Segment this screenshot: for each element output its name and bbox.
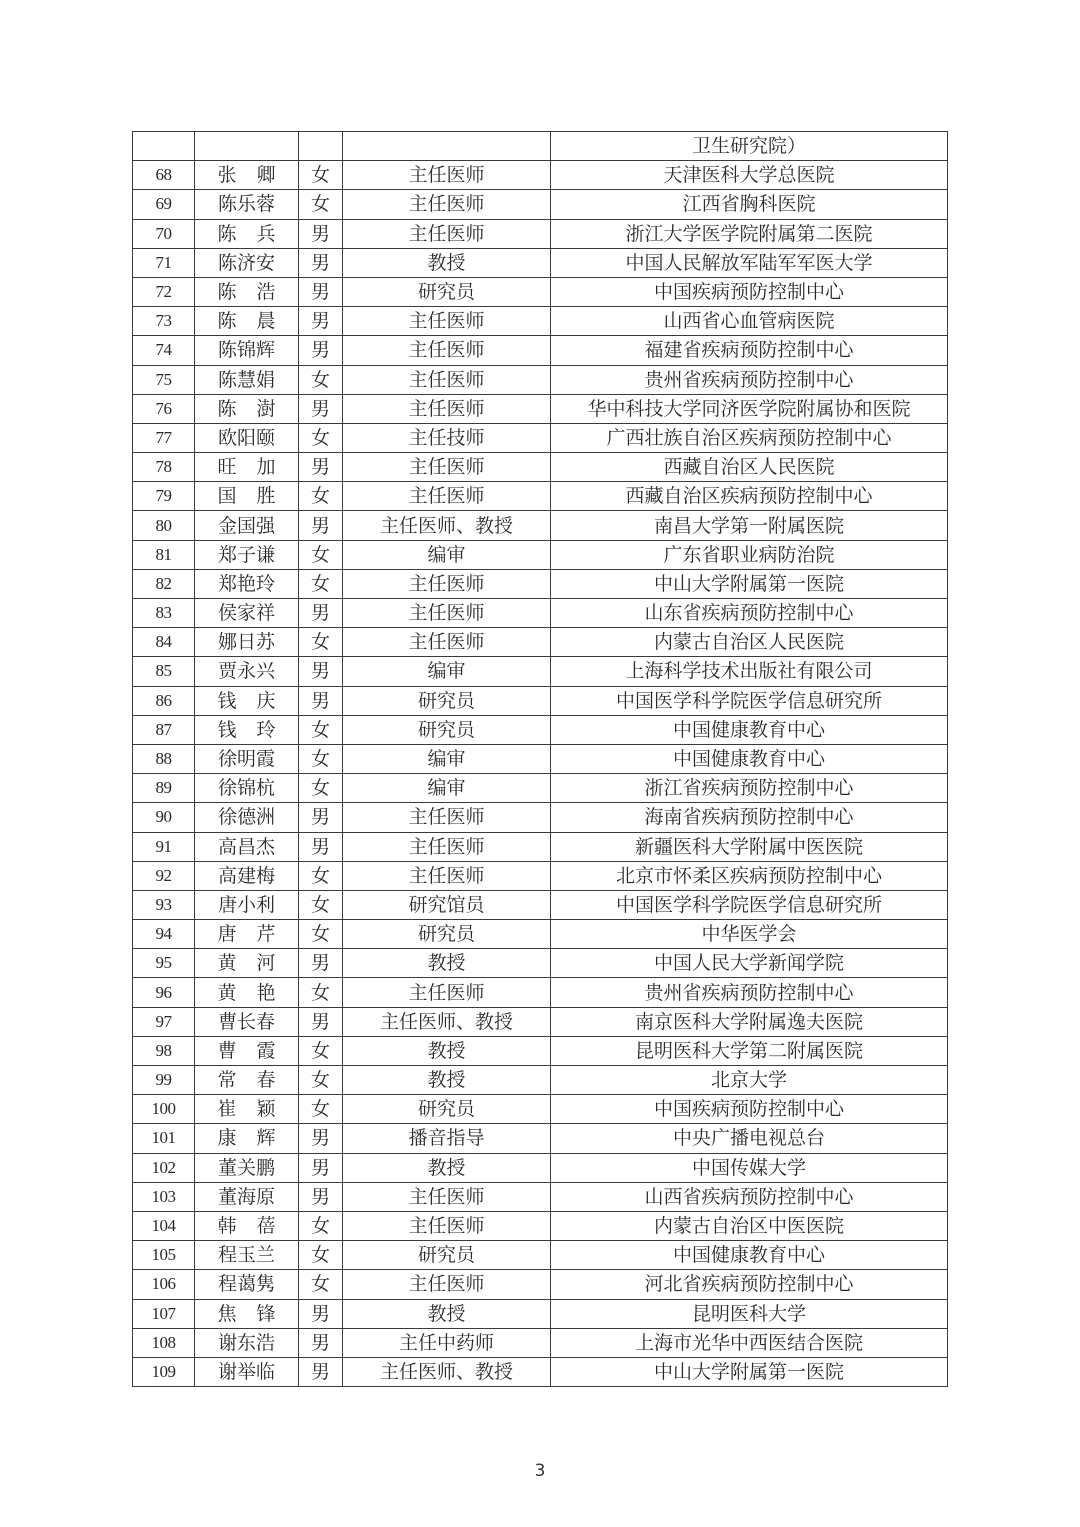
cell-title: 编审: [343, 540, 551, 569]
table-row: [133, 1124, 948, 1153]
cell-name: 高昌杰: [195, 832, 299, 861]
cell-org: 天津医科大学总医院: [551, 161, 948, 190]
cell-org: 浙江省疾病预防控制中心: [551, 774, 948, 803]
cell-title: 主任医师: [343, 219, 551, 248]
cell-gender: 女: [299, 744, 343, 773]
cell-no: 81: [133, 540, 195, 569]
cell-name: 陈兵: [195, 219, 299, 248]
cell-no: 79: [133, 482, 195, 511]
cell-gender: 男: [299, 949, 343, 978]
cell-gender: 女: [299, 715, 343, 744]
table-row: [133, 1036, 948, 1065]
cell-title: 主任医师: [343, 978, 551, 1007]
cell-org: 浙江大学医学院附属第二医院: [551, 219, 948, 248]
cell-name: 钱玲: [195, 715, 299, 744]
cell-org: 山西省心血管病医院: [551, 307, 948, 336]
table-row: [133, 1007, 948, 1036]
cell-title: 教授: [343, 1299, 551, 1328]
cell-gender: 男: [299, 336, 343, 365]
cell-org: 贵州省疾病预防控制中心: [551, 365, 948, 394]
cell-name: 程玉兰: [195, 1241, 299, 1270]
cell-title: 主任医师: [343, 628, 551, 657]
cell-title: 编审: [343, 657, 551, 686]
table-row: [133, 949, 948, 978]
cell-gender: 男: [299, 686, 343, 715]
cell-title: 主任医师: [343, 453, 551, 482]
cell-gender: 女: [299, 1241, 343, 1270]
table-row: [133, 569, 948, 598]
cell-title: 主任医师: [343, 336, 551, 365]
cell-name: 陈慧娟: [195, 365, 299, 394]
table-row: [133, 686, 948, 715]
cell-name: 董海原: [195, 1182, 299, 1211]
table-row: [133, 1357, 948, 1386]
cell-org: 山西省疾病预防控制中心: [551, 1182, 948, 1211]
table-row: [133, 423, 948, 452]
cell-no: 94: [133, 920, 195, 949]
cell-name: 金国强: [195, 511, 299, 540]
cell-org: 上海科学技术出版社有限公司: [551, 657, 948, 686]
cell-name: 黄河: [195, 949, 299, 978]
table-row: [133, 1095, 948, 1124]
cell-title: 研究员: [343, 1241, 551, 1270]
cell-no: 98: [133, 1036, 195, 1065]
table-row: [133, 1328, 948, 1357]
cell-no: 73: [133, 307, 195, 336]
cell-name: 曹长春: [195, 1007, 299, 1036]
cell-gender: 男: [299, 1182, 343, 1211]
cell-org: 中国疾病预防控制中心: [551, 277, 948, 306]
cell-org: 中央广播电视总台: [551, 1124, 948, 1153]
cell-org: 西藏自治区疾病预防控制中心: [551, 482, 948, 511]
table-row: [133, 628, 948, 657]
cell-no: 107: [133, 1299, 195, 1328]
table-row: [133, 190, 948, 219]
cell-gender: 男: [299, 511, 343, 540]
cell-org: 广西壮族自治区疾病预防控制中心: [551, 423, 948, 452]
cell-gender: 女: [299, 1211, 343, 1240]
cell-title: 主任医师: [343, 1211, 551, 1240]
cell-name: 侯家祥: [195, 599, 299, 628]
cell-no: 95: [133, 949, 195, 978]
table-row-continuation: [133, 132, 948, 161]
table-row: [133, 890, 948, 919]
cell-gender: 女: [299, 569, 343, 598]
cell-title: 教授: [343, 1036, 551, 1065]
cell-no: 103: [133, 1182, 195, 1211]
cell-gender: 女: [299, 1066, 343, 1095]
cell-name: 陈晨: [195, 307, 299, 336]
cell-gender: 女: [299, 861, 343, 890]
cell-name: 董关鹏: [195, 1153, 299, 1182]
cell-org: 河北省疾病预防控制中心: [551, 1270, 948, 1299]
cell-no: 69: [133, 190, 195, 219]
cell-name: 国胜: [195, 482, 299, 511]
cell-title: 主任技师: [343, 423, 551, 452]
cell-no: 71: [133, 248, 195, 277]
cell-no: 83: [133, 599, 195, 628]
cell-no: 70: [133, 219, 195, 248]
cell-org: 福建省疾病预防控制中心: [551, 336, 948, 365]
cell-name: 高建梅: [195, 861, 299, 890]
cell-name: 娜日苏: [195, 628, 299, 657]
cell-name: 张卿: [195, 161, 299, 190]
table-row: [133, 1182, 948, 1211]
cell-gender: 女: [299, 890, 343, 919]
cell-gender: 女: [299, 540, 343, 569]
cell-name: 郑子谦: [195, 540, 299, 569]
cell-title: 教授: [343, 1066, 551, 1095]
table-row: [133, 394, 948, 423]
cell-name: 贾永兴: [195, 657, 299, 686]
cell-title: 主任医师、教授: [343, 1357, 551, 1386]
table-row: [133, 1299, 948, 1328]
cell-name: 谢举临: [195, 1357, 299, 1386]
cell-gender: 女: [299, 190, 343, 219]
cell-org: 中国人民大学新闻学院: [551, 949, 948, 978]
cell-org: 内蒙古自治区中医医院: [551, 1211, 948, 1240]
cell-name: 崔颖: [195, 1095, 299, 1124]
cell-no: 80: [133, 511, 195, 540]
cell-title: 主任医师: [343, 803, 551, 832]
cell-gender: 男: [299, 277, 343, 306]
cell-no: 90: [133, 803, 195, 832]
cell-no: 93: [133, 890, 195, 919]
table-row: [133, 1270, 948, 1299]
cell-org: 贵州省疾病预防控制中心: [551, 978, 948, 1007]
cell-org: 中国传媒大学: [551, 1153, 948, 1182]
cell-gender: 女: [299, 1270, 343, 1299]
cell-org: 西藏自治区人民医院: [551, 453, 948, 482]
cell-no: 88: [133, 744, 195, 773]
cell-no: 92: [133, 861, 195, 890]
cell-name: 程蔼隽: [195, 1270, 299, 1299]
cell-no: 105: [133, 1241, 195, 1270]
cell-gender: 女: [299, 774, 343, 803]
cell-name: 唐芹: [195, 920, 299, 949]
table-row: [133, 1241, 948, 1270]
cell-org: 中国健康教育中心: [551, 715, 948, 744]
cell-name: 郑艳玲: [195, 569, 299, 598]
cell-title: 主任医师: [343, 307, 551, 336]
cell-org: 北京市怀柔区疾病预防控制中心: [551, 861, 948, 890]
cell-name: 徐明霞: [195, 744, 299, 773]
table-row: [133, 453, 948, 482]
cell-no: 85: [133, 657, 195, 686]
cell-no: 99: [133, 1066, 195, 1095]
cell-title: 主任医师、教授: [343, 1007, 551, 1036]
cell-name: [195, 132, 299, 161]
cell-gender: 女: [299, 1095, 343, 1124]
cell-title: 主任医师: [343, 190, 551, 219]
table-row: [133, 277, 948, 306]
cell-gender: 男: [299, 1357, 343, 1386]
cell-name: 徐德洲: [195, 803, 299, 832]
cell-org: 江西省胸科医院: [551, 190, 948, 219]
table-row: [133, 1153, 948, 1182]
table-row: [133, 657, 948, 686]
cell-gender: 女: [299, 628, 343, 657]
cell-gender: 女: [299, 365, 343, 394]
cell-title: 主任医师: [343, 482, 551, 511]
cell-no: 101: [133, 1124, 195, 1153]
table-body: [133, 132, 948, 1387]
cell-name: 焦锋: [195, 1299, 299, 1328]
cell-no: 87: [133, 715, 195, 744]
cell-org: 中国医学科学院医学信息研究所: [551, 890, 948, 919]
cell-gender: 女: [299, 1036, 343, 1065]
table-row: [133, 219, 948, 248]
cell-org: 中山大学附属第一医院: [551, 1357, 948, 1386]
cell-title: 播音指导: [343, 1124, 551, 1153]
cell-gender: 男: [299, 307, 343, 336]
table-row: [133, 978, 948, 1007]
cell-org: 新疆医科大学附属中医医院: [551, 832, 948, 861]
table-row: [133, 511, 948, 540]
cell-title: 主任医师: [343, 394, 551, 423]
cell-no: 89: [133, 774, 195, 803]
cell-name: 陈浩: [195, 277, 299, 306]
cell-no: 84: [133, 628, 195, 657]
table-row: [133, 1066, 948, 1095]
cell-name: 常春: [195, 1066, 299, 1095]
cell-gender: 男: [299, 599, 343, 628]
cell-no: 106: [133, 1270, 195, 1299]
table-row: [133, 599, 948, 628]
cell-org: 北京大学: [551, 1066, 948, 1095]
cell-title: 主任医师: [343, 161, 551, 190]
table-row: [133, 832, 948, 861]
cell-org: 中华医学会: [551, 920, 948, 949]
cell-title: 主任医师、教授: [343, 511, 551, 540]
cell-title: 主任医师: [343, 599, 551, 628]
cell-name: 旺加: [195, 453, 299, 482]
expert-list-table: [132, 131, 948, 1387]
cell-name: 陈锦辉: [195, 336, 299, 365]
cell-no: 100: [133, 1095, 195, 1124]
cell-no: 102: [133, 1153, 195, 1182]
cell-no: 76: [133, 394, 195, 423]
cell-no: [133, 132, 195, 161]
cell-no: 91: [133, 832, 195, 861]
cell-no: 104: [133, 1211, 195, 1240]
cell-gender: 男: [299, 394, 343, 423]
cell-gender: 女: [299, 482, 343, 511]
cell-name: 唐小利: [195, 890, 299, 919]
cell-gender: 男: [299, 803, 343, 832]
cell-gender: 女: [299, 920, 343, 949]
cell-gender: 男: [299, 219, 343, 248]
cell-gender: 女: [299, 978, 343, 1007]
cell-org: 山东省疾病预防控制中心: [551, 599, 948, 628]
table-row: [133, 161, 948, 190]
cell-org: 内蒙古自治区人民医院: [551, 628, 948, 657]
cell-title: 主任医师: [343, 569, 551, 598]
cell-title: 教授: [343, 1153, 551, 1182]
cell-title: 主任医师: [343, 861, 551, 890]
cell-org: 华中科技大学同济医学院附属协和医院: [551, 394, 948, 423]
cell-name: 欧阳颐: [195, 423, 299, 452]
table-row: [133, 307, 948, 336]
cell-org: 卫生研究院）: [551, 132, 948, 161]
cell-org: 上海市光华中西医结合医院: [551, 1328, 948, 1357]
cell-title: 教授: [343, 248, 551, 277]
cell-name: 曹霞: [195, 1036, 299, 1065]
cell-name: 钱庆: [195, 686, 299, 715]
cell-title: 主任医师: [343, 1270, 551, 1299]
cell-title: 研究员: [343, 277, 551, 306]
cell-title: 教授: [343, 949, 551, 978]
cell-no: 108: [133, 1328, 195, 1357]
cell-title: 编审: [343, 744, 551, 773]
cell-title: 研究馆员: [343, 890, 551, 919]
cell-org: 中国医学科学院医学信息研究所: [551, 686, 948, 715]
cell-org: 广东省职业病防治院: [551, 540, 948, 569]
page-number: 3: [534, 1461, 546, 1481]
cell-title: 研究员: [343, 920, 551, 949]
table-row: [133, 744, 948, 773]
cell-name: 陈济安: [195, 248, 299, 277]
cell-no: 97: [133, 1007, 195, 1036]
cell-name: 韩蓓: [195, 1211, 299, 1240]
cell-gender: 女: [299, 161, 343, 190]
cell-org: 海南省疾病预防控制中心: [551, 803, 948, 832]
cell-no: 75: [133, 365, 195, 394]
cell-gender: 男: [299, 1299, 343, 1328]
cell-title: [343, 132, 551, 161]
table-row: [133, 482, 948, 511]
cell-no: 68: [133, 161, 195, 190]
cell-no: 77: [133, 423, 195, 452]
cell-title: 主任中药师: [343, 1328, 551, 1357]
cell-org: 昆明医科大学: [551, 1299, 948, 1328]
cell-title: 研究员: [343, 1095, 551, 1124]
cell-gender: 男: [299, 657, 343, 686]
table-row: [133, 365, 948, 394]
cell-gender: 男: [299, 1124, 343, 1153]
cell-name: 陈澍: [195, 394, 299, 423]
cell-gender: 男: [299, 1153, 343, 1182]
cell-name: 谢东浩: [195, 1328, 299, 1357]
cell-gender: 男: [299, 453, 343, 482]
cell-org: 中山大学附属第一医院: [551, 569, 948, 598]
cell-title: 研究员: [343, 686, 551, 715]
cell-title: 研究员: [343, 715, 551, 744]
cell-no: 78: [133, 453, 195, 482]
cell-org: 南京医科大学附属逸夫医院: [551, 1007, 948, 1036]
cell-gender: 男: [299, 248, 343, 277]
table-row: [133, 336, 948, 365]
cell-no: 86: [133, 686, 195, 715]
table-row: [133, 248, 948, 277]
cell-title: 主任医师: [343, 1182, 551, 1211]
cell-no: 96: [133, 978, 195, 1007]
cell-no: 74: [133, 336, 195, 365]
table-row: [133, 803, 948, 832]
cell-name: 黄艳: [195, 978, 299, 1007]
cell-org: 中国健康教育中心: [551, 1241, 948, 1270]
table-row: [133, 540, 948, 569]
cell-org: 中国人民解放军陆军军医大学: [551, 248, 948, 277]
cell-gender: [299, 132, 343, 161]
table-row: [133, 861, 948, 890]
cell-org: 中国健康教育中心: [551, 744, 948, 773]
cell-gender: 男: [299, 1007, 343, 1036]
cell-org: 中国疾病预防控制中心: [551, 1095, 948, 1124]
cell-title: 主任医师: [343, 832, 551, 861]
table-row: [133, 715, 948, 744]
cell-name: 康辉: [195, 1124, 299, 1153]
cell-org: 昆明医科大学第二附属医院: [551, 1036, 948, 1065]
table-row: [133, 774, 948, 803]
cell-gender: 女: [299, 423, 343, 452]
table-row: [133, 920, 948, 949]
cell-title: 主任医师: [343, 365, 551, 394]
cell-no: 72: [133, 277, 195, 306]
table-row: [133, 1211, 948, 1240]
cell-gender: 男: [299, 832, 343, 861]
cell-name: 陈乐蓉: [195, 190, 299, 219]
cell-no: 109: [133, 1357, 195, 1386]
cell-title: 编审: [343, 774, 551, 803]
cell-no: 82: [133, 569, 195, 598]
cell-gender: 男: [299, 1328, 343, 1357]
cell-name: 徐锦杭: [195, 774, 299, 803]
cell-org: 南昌大学第一附属医院: [551, 511, 948, 540]
